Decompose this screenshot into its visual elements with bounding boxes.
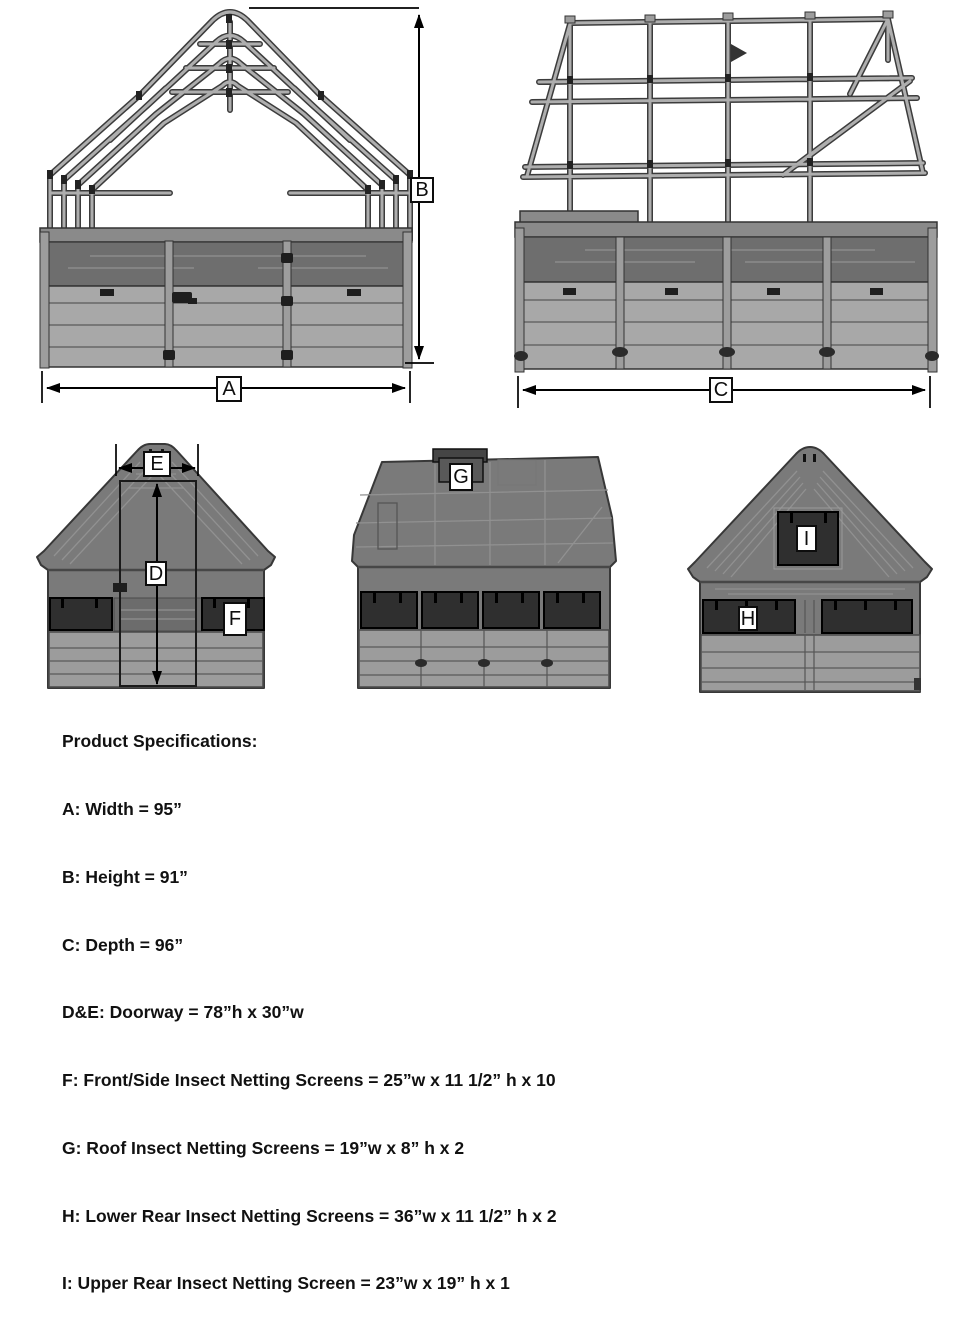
- dim-label-c: C: [709, 377, 733, 403]
- spec-line-f: F: Front/Side Insect Netting Screens = 25”w x 11 1/2” h x 10: [62, 1070, 556, 1091]
- spec-line-b: B: Height = 91”: [62, 866, 188, 887]
- rear-covered-view: [683, 442, 938, 700]
- dim-label-d: D: [145, 561, 167, 586]
- front-frame-arches: [47, 12, 413, 240]
- spec-line-g: G: Roof Insect Netting Screens = 19”w x 8” h x 2: [62, 1137, 465, 1158]
- dim-label-i: I: [796, 525, 817, 552]
- spec-line-c: C: Depth = 96”: [62, 934, 184, 955]
- door-latch: [113, 583, 127, 592]
- spec-line-h: H: Lower Rear Insect Netting Screens = 36”w x 11 1/2” h x 2: [62, 1205, 557, 1226]
- side-frame-structure: [523, 11, 925, 232]
- spec-line-de: D&E: Doorway = 78”h x 30”w: [62, 1002, 304, 1023]
- front-bed-box: [40, 228, 412, 368]
- frame-joints: [567, 44, 813, 169]
- specs-title: Product Specifications:: [62, 731, 258, 752]
- product-specifications: [62, 685, 557, 1340]
- dim-label-g: G: [449, 463, 473, 491]
- side-bed-box: [514, 211, 939, 372]
- spec-line-a: A: Width = 95”: [62, 798, 182, 819]
- dim-label-f: F: [223, 602, 247, 636]
- spec-line-i: I: Upper Rear Insect Netting Screen = 23”w x 19” h x 1: [62, 1273, 510, 1294]
- dim-label-h: H: [738, 606, 758, 631]
- corner-bracket: [731, 44, 747, 62]
- dim-label-e: E: [143, 451, 171, 477]
- dim-label-a: A: [216, 376, 242, 402]
- side-frame-view: [495, 0, 950, 415]
- front-frame-view: [20, 0, 460, 415]
- dim-label-b: B: [410, 177, 434, 203]
- side-covered-view: [340, 445, 625, 695]
